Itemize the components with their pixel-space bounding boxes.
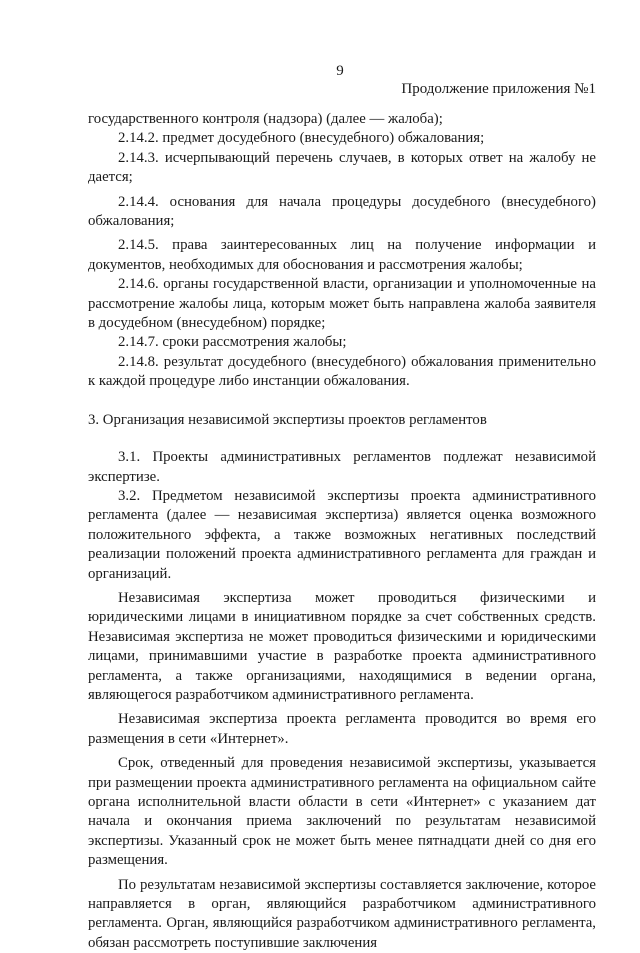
paragraph-continuation: государственного контроля (надзора) (далее — жалоба);	[88, 111, 443, 127]
list-item-2-14-7: 2.14.7. сроки рассмотрения жалобы;	[118, 334, 347, 351]
list-item-2-14-8: 2.14.8. результат досудебного (внесудебного) обжалования применительно к каждой процедуре либо инстанции обжалования.	[88, 353, 596, 390]
paragraph-expertise-conclusion: По результатам независимой экспертизы составляется заключение, которое направляется в орган, являющийся разработчиком административного регламента. Орган, являющийся разработчиком административного регламента, обязан рассмотреть поступившие заключения	[88, 876, 596, 951]
list-item-2-14-2: 2.14.2. предмет досудебного (внесудебного) обжалования;	[118, 130, 485, 147]
paragraph-3-2: 3.2. Предметом независимой экспертизы проекта административного регламента (далее — независимая экспертиза) является оценка возможного положительного эффекта, а также возможных негативных последствий реализации положений проекта административного регламента для граждан и организаций.	[88, 487, 596, 582]
paragraph-expertise-performers: Независимая экспертиза может проводиться физическими и юридическими лицами в инициативном порядке за счет собственных средств. Независимая экспертиза не может проводиться физическими и юридическими лицами, принимавшими участие в разработке проекта административного регламента, а также организациями, находящимися в ведении органа, являющегося разработчиком административного регламента.	[88, 589, 596, 703]
section-heading: 3. Организация независимой экспертизы проектов регламентов	[88, 411, 487, 428]
list-item-2-14-4: 2.14.4. основания для начала процедуры досудебного (внесудебного) обжалования;	[88, 193, 596, 230]
paragraph-expertise-timing: Независимая экспертиза проекта регламента проводится во время его размещения в сети «Интернет».	[88, 711, 596, 747]
paragraph-expertise-deadline: Срок, отведенный для проведения независимой экспертизы, указывается при размещении проекта административного регламента на официальном сайте органа исполнительной власти области в сети «Интернет» с указанием дат начала и окончания приема заключений по результатам независимой экспертизы. Указанный срок не может быть менее пятнадцати дней со дня его размещения.	[88, 755, 596, 869]
document-body	[88, 110, 596, 953]
running-head: Продолжение приложения №1	[401, 81, 596, 97]
paragraph-3-1: 3.1. Проекты административных регламентов подлежат независимой экспертизе.	[88, 449, 596, 485]
list-item-2-14-6: 2.14.6. органы государственной власти, организации и уполномоченные на рассмотрение жалобы лица, которым может быть направлена жалоба заявителя в досудебном (внесудебном) порядке;	[88, 276, 596, 332]
list-item-2-14-3: 2.14.3. исчерпывающий перечень случаев, в которых ответ на жалобу не дается;	[88, 149, 596, 186]
list-item-2-14-5: 2.14.5. права заинтересованных лиц на получение информации и документов, необходимых для обоснования и рассмотрения жалобы;	[88, 237, 596, 273]
page-number: 9	[336, 63, 344, 79]
